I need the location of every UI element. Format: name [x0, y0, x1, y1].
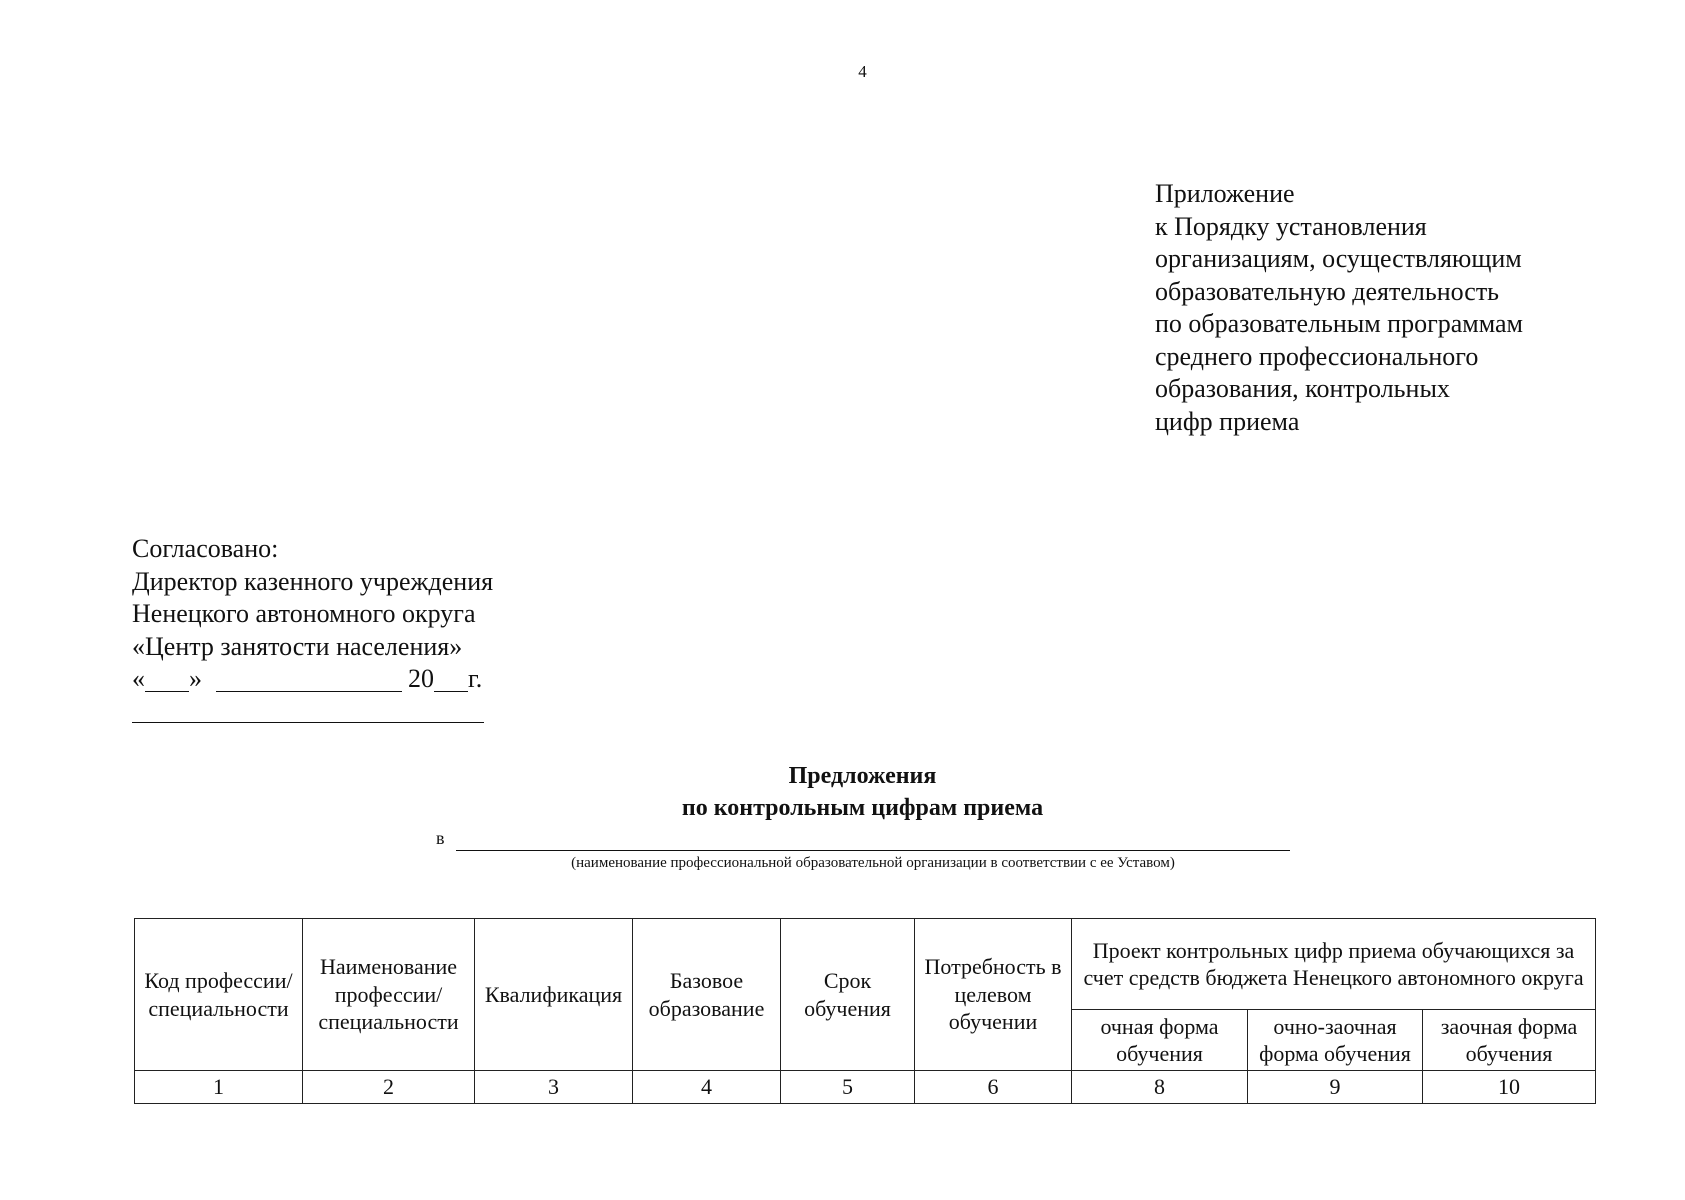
appendix-line: организациям, осуществляющим [1155, 244, 1522, 273]
date-day-blank [145, 667, 189, 692]
date-year-suffix: г. [468, 664, 483, 693]
date-close-quote: » [189, 664, 202, 693]
header-name: Наименование профессии/ специальности [303, 919, 475, 1071]
column-number: 2 [303, 1071, 475, 1104]
approval-line: Ненецкого автономного округа [132, 599, 476, 628]
date-year-prefix: 20 [408, 664, 434, 693]
approval-heading: Согласовано: [132, 534, 279, 563]
appendix-line: среднего профессионального [1155, 341, 1479, 371]
proposals-table [134, 918, 1596, 1104]
column-number: 10 [1423, 1071, 1596, 1104]
table-header-row [135, 919, 1596, 1010]
document-title [0, 760, 1685, 824]
column-number: 1 [135, 1071, 303, 1104]
column-number: 9 [1248, 1071, 1423, 1104]
appendix-line: образовательную деятельность [1155, 276, 1500, 306]
table-column-number-row [135, 1071, 1596, 1104]
header-base-education: Базовое образование [633, 919, 781, 1071]
approval-line: Директор казенного учреждения [132, 566, 494, 596]
appendix-line: к Порядку установления [1155, 211, 1427, 241]
column-number: 5 [781, 1071, 915, 1104]
date-open-quote: « [132, 664, 145, 693]
title-line-2: по контрольным цифрам приема [681, 795, 1044, 821]
header-part-time: очно-заочная форма обучения [1248, 1010, 1423, 1071]
header-duration: Срок обучения [781, 919, 915, 1071]
appendix-line: по образовательным программам [1155, 309, 1524, 338]
page-number: 4 [858, 62, 867, 81]
appendix-line: цифр приема [1155, 406, 1300, 436]
organization-caption: (наименование профессиональной образовательной организации в соответствии с ее Уставом) [571, 855, 1175, 871]
column-number: 8 [1072, 1071, 1248, 1104]
title-line-1: Предложения [788, 763, 937, 789]
column-number: 3 [475, 1071, 633, 1104]
approval-date-line [132, 663, 493, 696]
approval-signature-line [132, 722, 484, 723]
appendix-line: образования, контрольных [1155, 374, 1450, 403]
header-correspondence: заочная форма обучения [1423, 1010, 1596, 1071]
date-month-blank [216, 667, 402, 692]
date-year-blank [434, 667, 468, 692]
column-number: 4 [633, 1071, 781, 1104]
appendix-line: Приложение [1155, 179, 1295, 208]
approval-line: «Центр занятости населения» [132, 631, 463, 661]
organization-prefix: в [436, 828, 445, 848]
header-code: Код профессии/ специальности [135, 919, 303, 1071]
approval-block [132, 533, 493, 696]
header-qualification: Квалификация [475, 919, 633, 1071]
column-number: 6 [915, 1071, 1072, 1104]
header-targeted-need: Потребность в целевом обучении [915, 919, 1072, 1071]
header-project-group: Проект контрольных цифр приема обучающихся за счет средств бюджета Ненецкого автономного округа [1072, 919, 1596, 1010]
header-full-time: очная форма обучения [1072, 1010, 1248, 1071]
appendix-block [1155, 178, 1523, 438]
organization-name-line [456, 850, 1290, 851]
